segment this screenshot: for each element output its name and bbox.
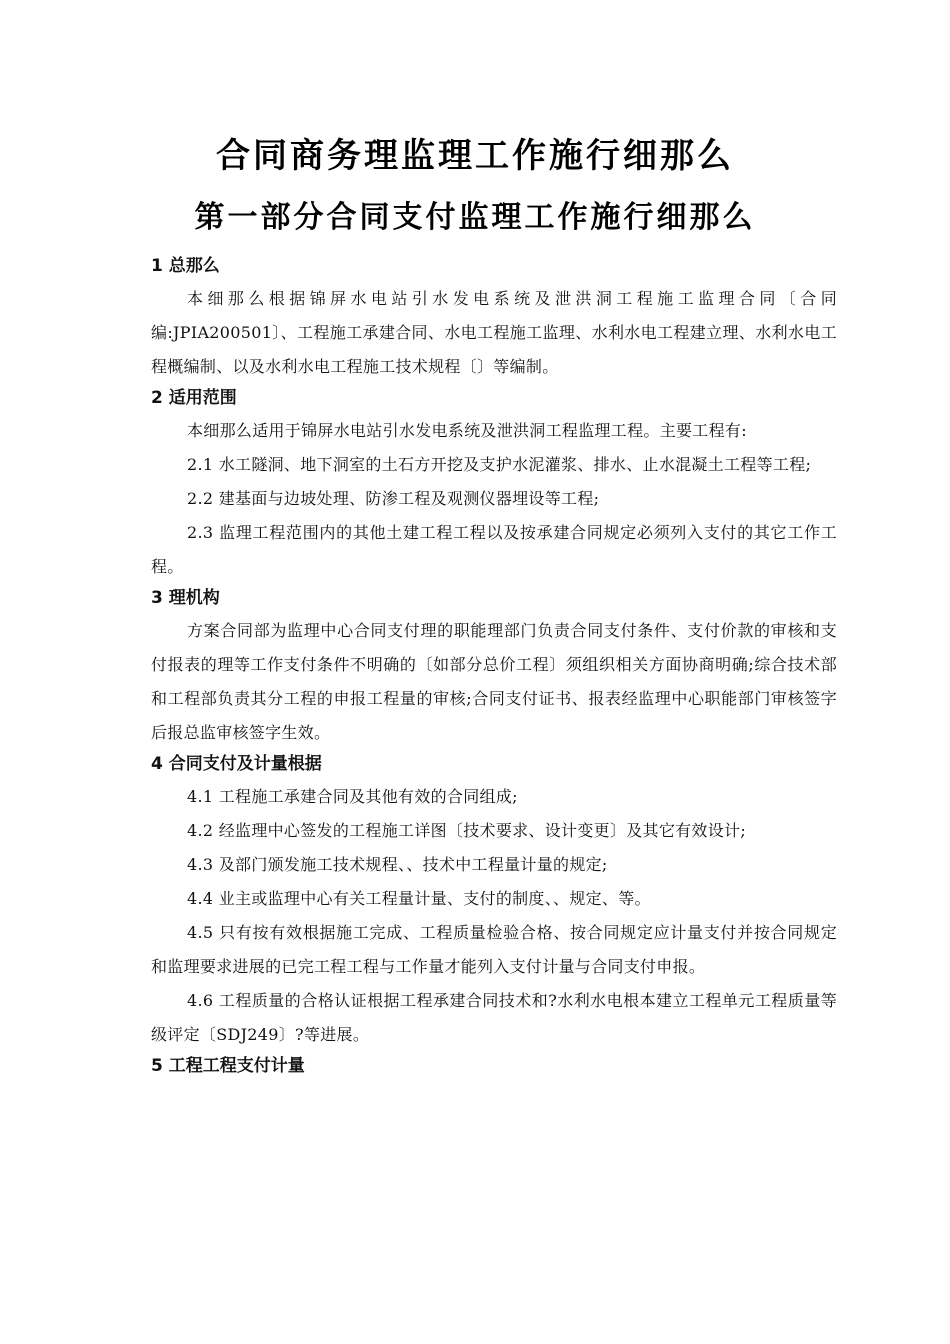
paragraph: 4.2 经监理中心签发的工程施工详图〔技术要求、设计变更〕及其它有效设计; — [187, 821, 747, 840]
section-heading: 2 适用范围 — [151, 388, 237, 408]
paragraph: 4.4 业主或监理中心有关工程量计量、支付的制度、、规定、等。 — [187, 889, 651, 908]
paragraph: 4.5 只有按有效根据施工完成、工程质量检验合格、按合同规定应计量支付并按合同规定和监理要求进展的已完工程工程与工作量才能列入支付计量与合同支付申报。 — [151, 923, 837, 976]
paragraph: 2.3 监理工程范围内的其他土建工程工程以及按承建合同规定必须列入支付的其它工作工程。 — [151, 523, 837, 576]
paragraph: 本细那么适用于锦屏水电站引水发电系统及泄洪洞工程监理工程。主要工程有: — [187, 421, 747, 440]
paragraph: 4.3 及部门颁发施工技术规程、、技术中工程量计量的规定; — [187, 855, 608, 874]
section-heading: 5 工程工程支付计量 — [151, 1056, 305, 1076]
paragraph: 本细那么根据锦屏水电站引水发电系统及泄洪洞工程施工监理合同〔合同编:JPIA200501〕、工程施工承建合同、水电工程施工监理、水利水电工程建立理、水利水电工程概编制、以及水利水电工程施工技术规程〔〕等编制。 — [151, 289, 837, 376]
document-body — [151, 252, 837, 1082]
paragraph: 方案合同部为监理中心合同支付理的职能理部门负责合同支付条件、支付价款的审核和支付报表的理等工作支付条件不明确的〔如部分总价工程〕须组织相关方面协商明确;综合技术部和工程部负责其分工程的申报工程量的审核;合同支付证书、报表经监理中心职能部门审核签字后报总监审核签字生效。 — [151, 621, 837, 742]
paragraph: 4.1 工程施工承建合同及其他有效的合同组成; — [187, 787, 518, 806]
paragraph: 2.1 水工隧洞、地下洞室的土石方开挖及支护水泥灌浆、排水、止水混凝土工程等工程; — [187, 455, 812, 474]
section-5 — [151, 1052, 837, 1080]
section-heading: 1 总那么 — [151, 256, 220, 276]
document-subtitle: 第一部分合同支付监理工作施行细那么 — [194, 200, 756, 235]
section-2 — [151, 384, 837, 584]
paragraph: 4.6 工程质量的合格认证根据工程承建合同技术和?水利水电根本建立工程单元工程质量等级评定〔SDJ249〕?等进展。 — [151, 991, 837, 1044]
document-title: 合同商务理监理工作施行细那么 — [216, 136, 734, 176]
section-heading: 4 合同支付及计量根据 — [151, 754, 322, 774]
paragraph: 2.2 建基面与边坡处理、防渗工程及观测仪器埋设等工程; — [187, 489, 600, 508]
section-3 — [151, 584, 837, 750]
section-heading: 3 理机构 — [151, 588, 220, 608]
section-4 — [151, 750, 837, 1052]
section-1 — [151, 252, 837, 384]
